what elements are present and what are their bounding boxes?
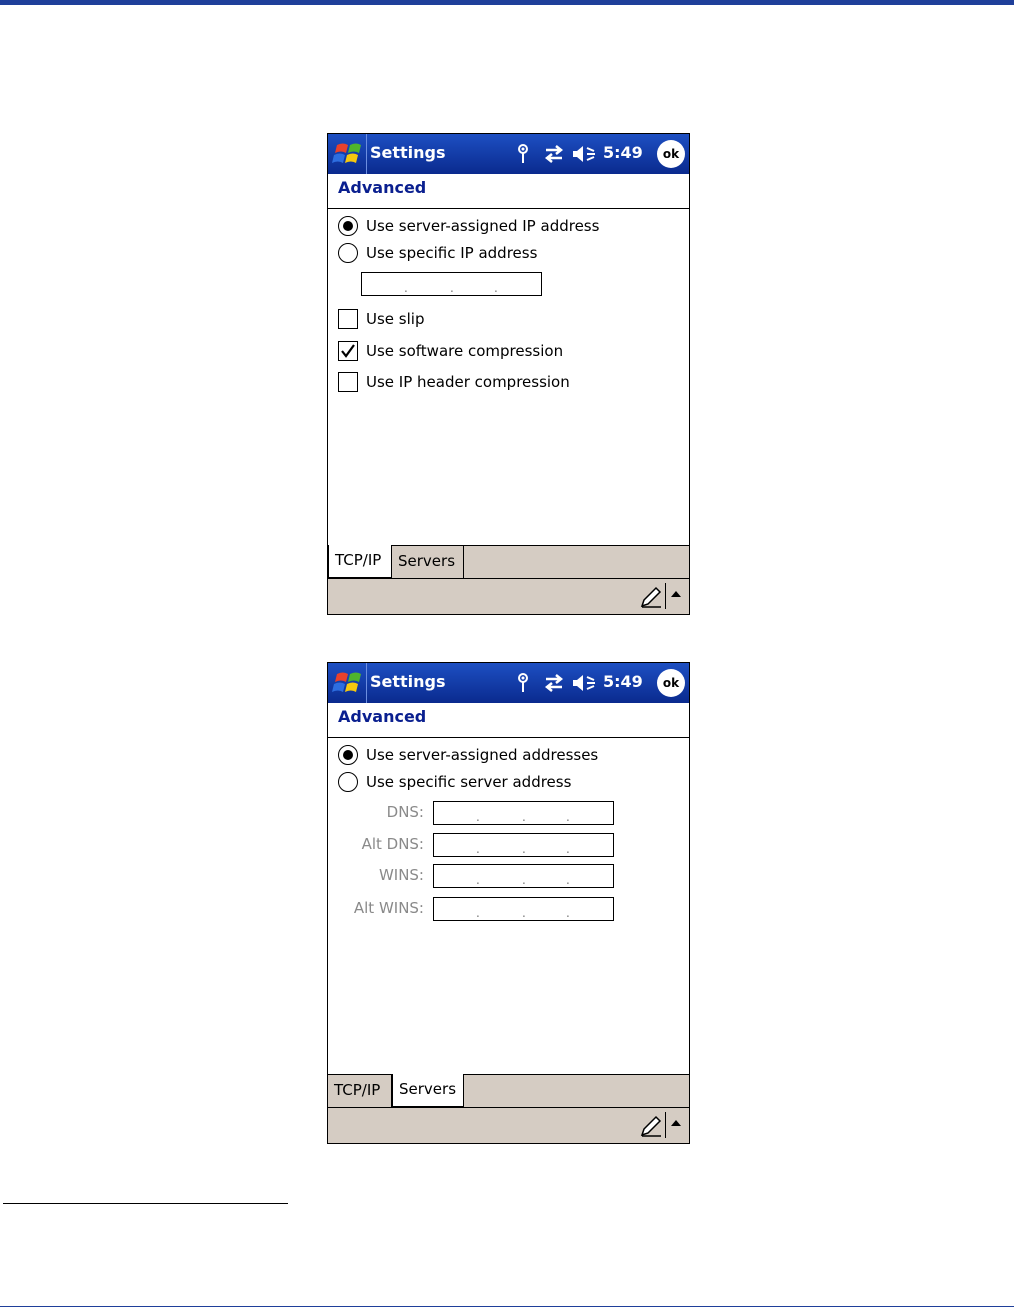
page-heading: Advanced — [338, 707, 427, 726]
windows-start-icon — [331, 137, 365, 171]
screenshot-servers — [327, 662, 690, 1144]
radio-button[interactable] — [338, 243, 358, 263]
tab-strip — [328, 1074, 689, 1108]
radio-button[interactable] — [338, 772, 358, 792]
command-bar-divider — [665, 583, 666, 609]
checkbox-ip-header-compression[interactable] — [338, 371, 570, 393]
tab-tcpip[interactable]: TCP/IP — [328, 545, 392, 578]
ip-separator: . — [566, 906, 570, 920]
signal-icon[interactable] — [515, 672, 531, 694]
sync-icon[interactable] — [542, 145, 566, 163]
page-heading: Advanced — [338, 178, 427, 197]
ip-separator: . — [522, 810, 526, 824]
radio-label: Use specific IP address — [366, 244, 538, 262]
wins-label: WINS: — [378, 866, 424, 884]
alt-dns-input[interactable] — [433, 833, 614, 857]
alt-wins-label: Alt WINS: — [353, 899, 424, 917]
checkbox-label: Use slip — [366, 310, 425, 328]
tab-tcpip[interactable]: TCP/IP — [328, 1075, 392, 1107]
ip-separator: . — [566, 873, 570, 887]
nav-title: Settings — [370, 143, 446, 162]
tab-strip — [328, 545, 689, 579]
checkbox[interactable] — [338, 372, 358, 392]
radio-server-assigned-ip[interactable] — [338, 215, 599, 237]
screenshot-tcpip — [327, 133, 690, 615]
navigation-bar — [328, 134, 689, 174]
pen-icon[interactable] — [639, 585, 663, 609]
dns-input[interactable] — [433, 801, 614, 825]
ip-address-input[interactable] — [361, 272, 542, 296]
checkbox-label: Use software compression — [366, 342, 564, 360]
footnote-rule — [3, 1203, 288, 1204]
tab-servers[interactable]: Servers — [392, 546, 464, 578]
page-bottom-rule — [0, 1306, 1014, 1307]
signal-icon[interactable] — [515, 143, 531, 165]
navigation-bar — [328, 663, 689, 703]
ok-button[interactable]: ok — [657, 669, 685, 697]
alt-wins-input[interactable] — [433, 897, 614, 921]
ip-separator: . — [450, 281, 454, 295]
tab-servers[interactable]: Servers — [392, 1074, 464, 1107]
nav-title: Settings — [370, 672, 446, 691]
radio-label: Use specific server address — [366, 773, 572, 791]
sync-icon[interactable] — [542, 674, 566, 692]
pen-icon[interactable] — [639, 1114, 663, 1138]
radio-button-selected[interactable] — [338, 745, 358, 765]
start-button[interactable] — [328, 663, 367, 703]
heading-divider — [328, 737, 689, 738]
checkbox-use-slip[interactable] — [338, 308, 424, 330]
volume-icon[interactable] — [571, 144, 597, 164]
wins-input[interactable] — [433, 864, 614, 888]
page-top-rule — [0, 0, 1014, 5]
clock[interactable]: 5:49 — [603, 143, 643, 162]
ip-separator: . — [404, 281, 408, 295]
checkbox-label: Use IP header compression — [366, 373, 570, 391]
ip-separator: . — [476, 842, 480, 856]
command-bar — [328, 579, 689, 614]
radio-label: Use server-assigned addresses — [366, 746, 599, 764]
radio-server-assigned-addresses[interactable] — [338, 744, 598, 766]
ip-separator: . — [476, 873, 480, 887]
ip-separator: . — [522, 842, 526, 856]
windows-start-icon — [331, 666, 365, 700]
start-button[interactable] — [328, 134, 367, 174]
dns-label: DNS: — [386, 803, 424, 821]
alt-dns-label: Alt DNS: — [361, 835, 424, 853]
arrow-up-icon[interactable] — [670, 589, 682, 599]
radio-specific-ip[interactable] — [338, 242, 537, 264]
ip-separator: . — [522, 906, 526, 920]
checkbox[interactable] — [338, 309, 358, 329]
ip-separator: . — [476, 906, 480, 920]
arrow-up-icon[interactable] — [670, 1118, 682, 1128]
command-bar-divider — [665, 1112, 666, 1138]
ip-separator: . — [566, 842, 570, 856]
radio-label: Use server-assigned IP address — [366, 217, 600, 235]
heading-divider — [328, 208, 689, 209]
ip-separator: . — [476, 810, 480, 824]
ok-button[interactable]: ok — [657, 140, 685, 168]
checkbox-software-compression[interactable] — [338, 340, 563, 362]
radio-specific-server-address[interactable] — [338, 771, 571, 793]
checkbox-checked[interactable] — [338, 341, 358, 361]
check-icon — [340, 343, 356, 359]
command-bar — [328, 1108, 689, 1143]
radio-button-selected[interactable] — [338, 216, 358, 236]
ip-separator: . — [494, 281, 498, 295]
ip-separator: . — [566, 810, 570, 824]
ip-separator: . — [522, 873, 526, 887]
clock[interactable]: 5:49 — [603, 672, 643, 691]
volume-icon[interactable] — [571, 673, 597, 693]
